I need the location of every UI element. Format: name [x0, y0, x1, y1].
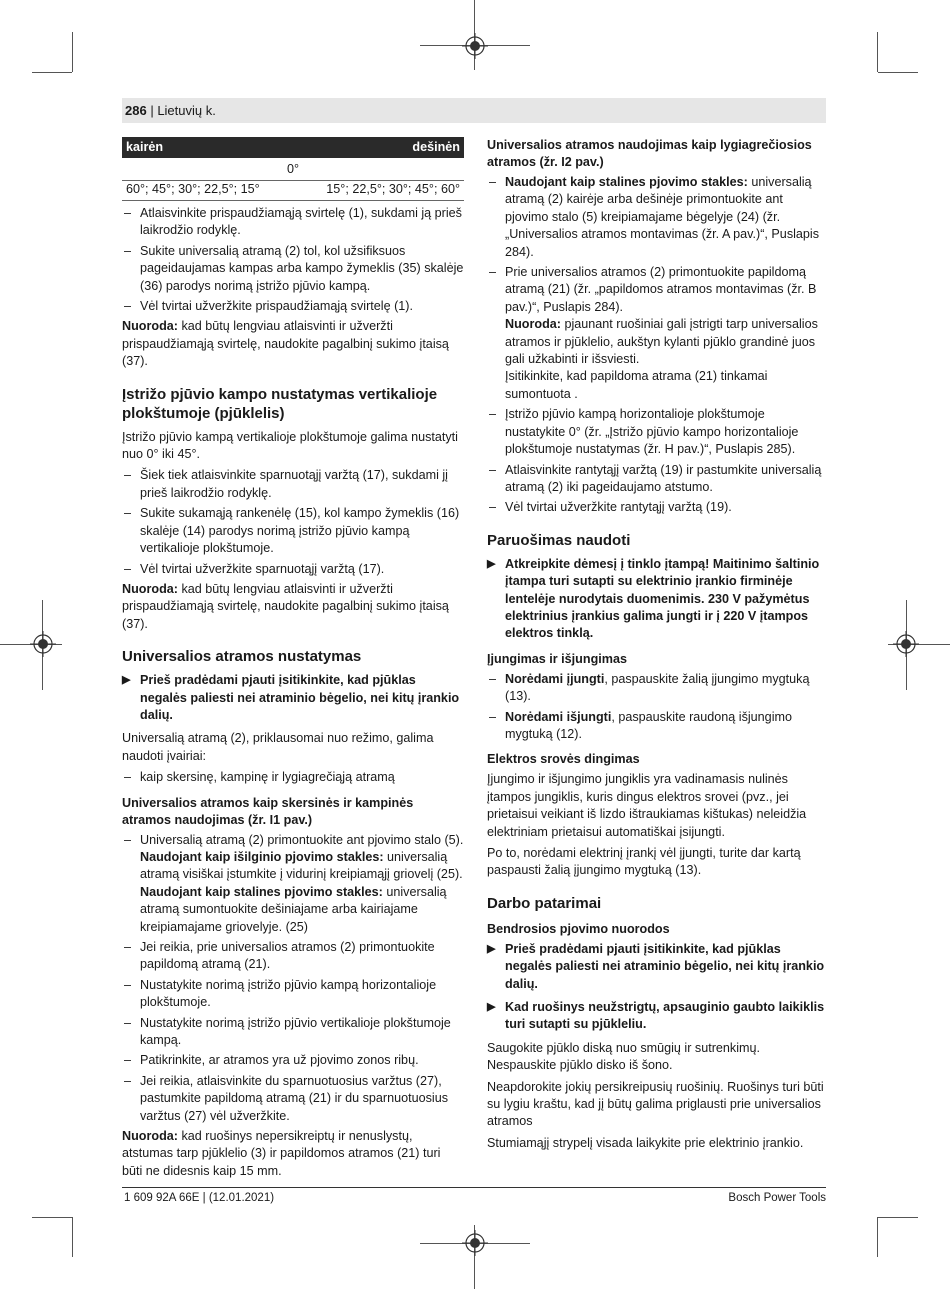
- crop-mark: [72, 32, 73, 72]
- page-header: 286 | Lietuvių k.: [125, 103, 216, 118]
- list-item: – Nustatykite norimą įstrižo pjūvio vertikalioje plokštumoje kampą.: [124, 1015, 451, 1048]
- warning: ▶ Prieš pradėdami pjauti įsitikinkite, kad pjūklas negalės paliesti nei atraminio bėgelio, nei kitų įrankio dalių.: [122, 673, 460, 722]
- list-item: – Sukite sukamąją rankenėlę (15), kol kampo žymeklis (16) skalėje (14) parodys norimą įstrižo pjūvio kampą vertikalioje plokštumoje.: [124, 506, 460, 556]
- subsection-heading: Bendrosios pjovimo nuorodos: [487, 921, 670, 936]
- page-header-bar: [122, 98, 826, 123]
- registration-mark-icon: [462, 1230, 488, 1256]
- warning: ▶ Kad ruošinys neužstrigtų, apsauginio gaubto laikiklis turi sutapti su pjūkleliu.: [487, 1000, 825, 1032]
- list-item: – Prie universalios atramos (2) primontuokite papildomą atramą (21) (žr. „papildomos atramos montavimas (žr. B pav.)“, Puslapis 284). Nuoroda: pjaunant ruošiniai gali įstrigti tarp universalios atramos ir pjūklelio, aukštyn kylanti pjūklo grandinė juos gali užkabinti ir išsviesti. Įsitikinkite, kad papildoma atrama (21) tinkamai sumontuota .: [489, 265, 818, 401]
- crop-mark: [72, 1217, 73, 1257]
- note: Nuoroda: kad būtų lengviau atlaisvinti ir užveržti prispaudžiamąją svirtelę, naudokite pagalbinį sukimo įtaisą (37).: [122, 319, 449, 369]
- crop-mark: [878, 72, 918, 73]
- left-column: [122, 137, 464, 1184]
- note: Nuoroda: kad ruošinys nepersikreiptų ir nenuslystų, atstumas tarp pjūklelio (3) ir papildomos atramos (21) turi būti ne didesnis kaip 15 mm.: [122, 1129, 441, 1178]
- crop-mark: [877, 1217, 878, 1257]
- list-item: – Jei reikia, atlaisvinkite du sparnuotuosius varžtus (27), pastumkite papildomą atramą (21) ir du sparnuotuosius varžtus (27) vėl užveržkite.: [124, 1073, 449, 1123]
- list-item: – Universalią atramą (2) primontuokite ant pjovimo stalo (5). Naudojant kaip išilginio pjovimo stakles: universalią atramą visiškai įstumkite į vidurinį kreipiamąjį griovelį (25). Naudojant kaip stalines pjovimo stakles: universalią atramą sumontuokite dešiniajame arba kairiajame kreipiamajame griovelyje. (25): [124, 832, 464, 934]
- paragraph: Po to, norėdami elektrinį įrankį vėl įjungti, turite dar kartą paspausti žalią įjungimo mygtuką (13).: [487, 846, 801, 878]
- triangle-bullet-icon: ▶: [122, 674, 131, 687]
- list-item: – kaip skersinę, kampinę ir lygiagrečiąją atramą: [124, 770, 395, 785]
- angle-table-head-right: dešinėn: [412, 140, 460, 154]
- footer-doc-number: 1 609 92A 66E | (12.01.2021): [124, 1192, 275, 1204]
- page-language: Lietuvių k.: [157, 103, 216, 118]
- paragraph: Įjungimo ir išjungimo jungiklis yra vadinamasis nulinės įtampos jungiklis, kuris dingus elektros srovei (pvz., jei prietaisui veikiant iš lizdo ištraukiamas kištukas) neleidžia elektriniam prietaisui automatiškai įsijungti.: [487, 772, 807, 839]
- list-item: – Sukite universalią atramą (2) tol, kol užsifiksuos pageidaujamas kampas arba kampo žymeklis (35) skalėje (36) parodys norimą įstrižo pjūvio kampą.: [124, 243, 464, 293]
- footer-rule: [122, 1187, 826, 1188]
- list-item: – Naudojant kaip stalines pjovimo stakles: universalią atramą (2) kairėje arba dešinėje primontuokite ant pjovimo stalo (5) kreipiamajame bėgelyje (24) (žr. „Universalios atramos montavimas (žr. A pav.)“, Puslapis 284).: [489, 175, 820, 259]
- angle-table-row-values: [122, 181, 464, 201]
- crop-mark: [32, 1217, 72, 1218]
- list-item: – Vėl tvirtai užveržkite rantytąjį varžtą (19).: [489, 500, 732, 515]
- angle-table-row-center: [122, 161, 464, 181]
- list-item: – Norėdami išjungti, paspauskite raudoną išjungimo mygtuką (12).: [489, 709, 792, 741]
- crop-mark: [877, 32, 878, 72]
- angle-table-right-values: 15°; 22,5°; 30°; 45°; 60°: [326, 182, 460, 196]
- crop-mark: [878, 1217, 918, 1218]
- section-heading: Paruošimas naudoti: [487, 531, 631, 549]
- section-heading: Įstrižo pjūvio kampo nustatymas vertikalioje plokštumoje (pjūklelis): [122, 385, 438, 422]
- list-item: – Atlaisvinkite prispaudžiamąją svirtelę (1), sukdami ją prieš laikrodžio rodyklę.: [124, 206, 462, 238]
- list-item: – Jei reikia, prie universalios atramos (2) primontuokite papildomą atramą (21).: [124, 940, 435, 972]
- footer-brand: Bosch Power Tools: [728, 1192, 826, 1204]
- registration-mark-icon: [462, 33, 488, 59]
- triangle-bullet-icon: ▶: [487, 557, 496, 570]
- list-item: – Nustatykite norimą įstrižo pjūvio kampą horizontalioje plokštumoje.: [124, 977, 437, 1010]
- angle-table-header: [122, 137, 464, 158]
- list-item: – Norėdami įjungti, paspauskite žalią įjungimo mygtuką (13).: [489, 671, 810, 704]
- list-item: – Įstrižo pjūvio kampą horizontalioje plokštumoje nustatykite 0° (žr. „Įstrižo pjūvio kampo horizontalioje plokštumoje nustatymas (žr. H pav.)“, Puslapis 285).: [489, 407, 799, 457]
- list-item: – Šiek tiek atlaisvinkite sparnuotąjį varžtą (17), sukdami jį prieš laikrodžio rodyklę.: [124, 468, 448, 500]
- right-column: [487, 137, 826, 1156]
- subsection-heading: Elektros srovės dingimas: [487, 752, 640, 767]
- list-item: – Vėl tvirtai užveržkite prispaudžiamąją svirtelę (1).: [124, 299, 413, 314]
- section-heading: Darbo patarimai: [487, 894, 602, 912]
- warning: ▶ Prieš pradėdami pjauti įsitikinkite, kad pjūklas negalės paliesti nei atraminio bėgelio, nei kitų įrankio dalių.: [487, 941, 825, 991]
- list-item: – Atlaisvinkite rantytąjį varžtą (19) ir pastumkite universalią atramą (2) iki pageidaujamo atstumo.: [489, 462, 822, 494]
- paragraph: Stumiamąjį strypelį visada laikykite prie elektrinio įrankio.: [487, 1135, 804, 1150]
- crop-mark: [32, 72, 72, 73]
- note: Nuoroda: kad būtų lengviau atlaisvinti ir užveržti prispaudžiamąją svirtelę, naudokite pagalbinį sukimo įtaisą (37).: [122, 581, 449, 631]
- triangle-bullet-icon: ▶: [487, 942, 496, 955]
- paragraph: Neapdorokite jokių persikreipusių ruošinių. Ruošinys turi būti su lygiu kraštu, kad jį būtų galima priglausti prie universalios atramos: [487, 1079, 824, 1129]
- registration-mark-icon: [30, 631, 56, 657]
- subsection-heading: Universalios atramos kaip skersinės ir kampinės atramos naudojimas (žr. I1 pav.): [122, 795, 414, 827]
- paragraph: Įstrižo pjūvio kampą vertikalioje plokštumoje galima nustatyti nuo 0° iki 45°.: [122, 429, 458, 462]
- registration-mark-icon: [893, 631, 919, 657]
- angle-table-left-values: 60°; 45°; 30°; 22,5°; 15°: [126, 182, 260, 196]
- angle-table-head-left: kairėn: [126, 140, 164, 154]
- warning: ▶ Atkreipkite dėmesį į tinklo įtampą! Maitinimo šaltinio įtampa turi sutapti su elektrinio įrankio firminėje lentelėje nurodytais duomenimis. 230 V pažymėtus elektrinius įrankius galima jungti ir į 220 V įtampos elektros tinklą.: [487, 556, 820, 641]
- list-item: – Vėl tvirtai užveržkite sparnuotąjį varžtą (17).: [124, 561, 385, 576]
- page-number: 286: [125, 103, 147, 118]
- angle-table-center: 0°: [286, 162, 300, 176]
- paragraph: Saugokite pjūklo diską nuo smūgių ir sutrenkimų. Nespauskite pjūklo disko iš šono.: [487, 1040, 761, 1073]
- paragraph: Universalią atramą (2), priklausomai nuo režimo, galima naudoti įvairiai:: [122, 731, 434, 763]
- subsection-heading: Įjungimas ir išjungimas: [487, 651, 627, 666]
- subsection-heading: Universalios atramos naudojimas kaip lygiagrečiosios atramos (žr. I2 pav.): [487, 138, 812, 169]
- list-item: – Patikrinkite, ar atramos yra už pjovimo zonos ribų.: [124, 1053, 419, 1068]
- triangle-bullet-icon: ▶: [487, 1001, 496, 1014]
- section-heading: Universalios atramos nustatymas: [122, 648, 362, 666]
